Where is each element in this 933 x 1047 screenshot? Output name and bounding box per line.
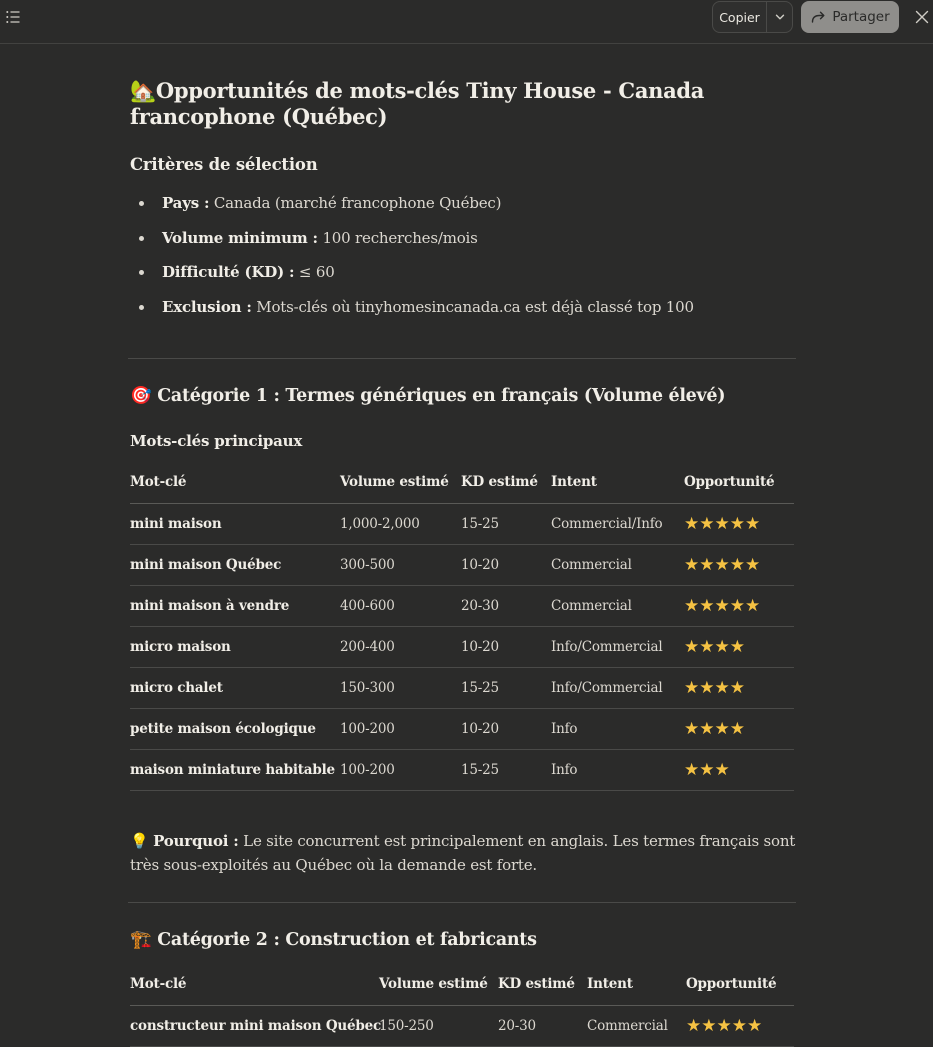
kd-cell: 10-20 (461, 626, 551, 667)
share-button[interactable] (801, 1, 899, 33)
column-header: KD estimé (498, 964, 587, 1005)
criteria-value: Canada (marché francophone Québec) (209, 194, 502, 212)
volume-cell: 200-400 (340, 626, 461, 667)
category-2-heading-text: Catégorie 2 : Construction et fabricants (157, 930, 537, 950)
table-row (130, 544, 794, 585)
criteria-heading: Critères de sélection (130, 155, 318, 174)
opportunity-stars: ★★★ (684, 749, 794, 790)
column-header: Opportunité (684, 462, 794, 503)
criteria-list (130, 192, 796, 330)
keyword-cell: micro maison (130, 626, 340, 667)
table-row (130, 749, 794, 790)
keyword-cell: petite maison écologique (130, 708, 340, 749)
criteria-value: 100 recherches/mois (317, 228, 478, 247)
keyword-cell: mini maison (130, 503, 340, 544)
opportunity-stars: ★★★★★ (684, 503, 794, 544)
keyword-cell: constructeur mini maison Québec (130, 1005, 379, 1046)
kd-cell: 10-20 (461, 544, 551, 585)
why-label: Pourquoi : (153, 832, 239, 850)
table-header-row (130, 964, 794, 1005)
category-2-table (130, 964, 794, 1047)
intent-cell: Info (551, 749, 684, 790)
table-row (130, 667, 794, 708)
copy-button[interactable]: Copier (713, 2, 767, 32)
opportunity-stars: ★★★★ (684, 708, 794, 749)
table-row (130, 585, 794, 626)
column-header: Mot-clé (130, 462, 340, 503)
criteria-label: Exclusion : (162, 297, 252, 316)
divider (128, 358, 796, 359)
document-title-text: Opportunités de mots-clés Tiny House - Canada francophone (Québec) (130, 78, 705, 129)
top-bar (0, 0, 933, 44)
table-row (130, 626, 794, 667)
list-item (130, 227, 796, 262)
criteria-label: Pays : (162, 194, 210, 212)
house-emoji-icon: 🏡 (130, 79, 156, 103)
target-emoji-icon: 🎯 (130, 386, 152, 406)
volume-cell: 150-300 (340, 667, 461, 708)
keyword-cell: micro chalet (130, 667, 340, 708)
volume-cell: 300-500 (340, 544, 461, 585)
table-row (130, 1005, 794, 1046)
divider (128, 902, 796, 903)
why-paragraph (130, 829, 796, 877)
list-item (130, 296, 796, 331)
column-header: Volume estimé (379, 964, 498, 1005)
intent-cell: Info/Commercial (551, 667, 684, 708)
kd-cell: 20-30 (461, 585, 551, 626)
chevron-down-icon (774, 11, 786, 23)
kd-cell: 15-25 (461, 667, 551, 708)
column-header: Mot-clé (130, 964, 379, 1005)
criteria-label: Volume minimum : (162, 228, 318, 247)
crane-emoji-icon: 🏗️ (130, 930, 152, 950)
opportunity-stars: ★★★★★ (686, 1005, 794, 1046)
category-1-table (130, 462, 794, 791)
intent-cell: Commercial/Info (551, 503, 684, 544)
document-title (130, 78, 800, 130)
criteria-label: Difficulté (KD) : (162, 263, 295, 281)
kd-cell: 15-25 (461, 503, 551, 544)
table-header-row (130, 462, 794, 503)
criteria-value: Mots-clés où tinyhomesincanada.ca est déjà classé top 100 (251, 297, 694, 316)
copy-button-group (712, 1, 793, 33)
opportunity-stars: ★★★★★ (684, 544, 794, 585)
intent-cell: Info/Commercial (551, 626, 684, 667)
close-icon[interactable] (913, 8, 931, 26)
volume-cell: 1,000-2,000 (340, 503, 461, 544)
keyword-cell: maison miniature habitable (130, 749, 340, 790)
column-header: KD estimé (461, 462, 551, 503)
column-header: Intent (551, 462, 684, 503)
volume-cell: 100-200 (340, 749, 461, 790)
lightbulb-emoji-icon: 💡 (130, 832, 149, 850)
intent-cell: Commercial (551, 585, 684, 626)
table-of-contents-icon[interactable] (4, 8, 22, 26)
column-header: Opportunité (686, 964, 794, 1005)
opportunity-stars: ★★★★ (684, 626, 794, 667)
kd-cell: 10-20 (461, 708, 551, 749)
category-2-heading (130, 930, 537, 950)
category-1-subheading: Mots-clés principaux (130, 432, 303, 450)
opportunity-stars: ★★★★★ (684, 585, 794, 626)
kd-cell: 15-25 (461, 749, 551, 790)
column-header: Intent (587, 964, 686, 1005)
table-row (130, 708, 794, 749)
list-item (130, 192, 796, 227)
table-row (130, 503, 794, 544)
intent-cell: Commercial (587, 1005, 686, 1046)
share-label: Partager (832, 9, 890, 25)
copy-options-button[interactable] (767, 2, 792, 32)
column-header: Volume estimé (340, 462, 461, 503)
volume-cell: 400-600 (340, 585, 461, 626)
opportunity-stars: ★★★★ (684, 667, 794, 708)
criteria-value: ≤ 60 (294, 263, 335, 281)
keyword-cell: mini maison Québec (130, 544, 340, 585)
category-1-heading-text: Catégorie 1 : Termes génériques en français (Volume élevé) (157, 386, 726, 406)
category-1-heading (130, 386, 725, 406)
why-text: Le site concurrent est principalement en anglais. Les termes français sont très sous-exploités au Québec où la demande est forte. (130, 832, 796, 874)
volume-cell: 150-250 (379, 1005, 498, 1046)
list-item (130, 261, 796, 296)
kd-cell: 20-30 (498, 1005, 587, 1046)
intent-cell: Info (551, 708, 684, 749)
volume-cell: 100-200 (340, 708, 461, 749)
intent-cell: Commercial (551, 544, 684, 585)
share-arrow-icon (810, 9, 826, 25)
keyword-cell: mini maison à vendre (130, 585, 340, 626)
